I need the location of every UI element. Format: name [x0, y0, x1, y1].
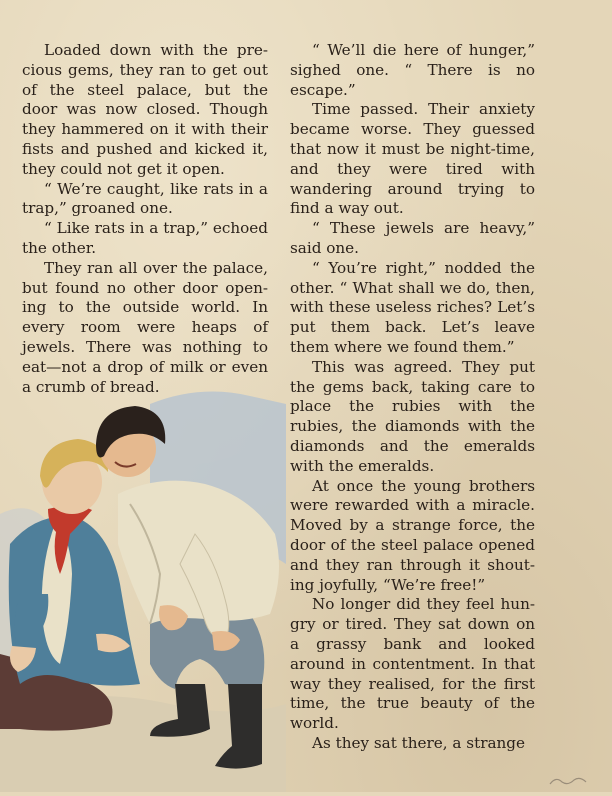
- paragraph: “ Like rats in a trap,” echoed the other.: [22, 219, 268, 257]
- paragraph: “ These jewels are heavy,” said one.: [290, 219, 535, 257]
- two-boys-crouching-illustration: [0, 384, 286, 792]
- paragraph: “ We’re caught, like rats in a trap,” groaned one.: [22, 179, 268, 218]
- text-column-left: [22, 41, 268, 397]
- text-column-right: [290, 41, 535, 754]
- illustration-svg: [0, 384, 286, 792]
- paragraph: As they sat there, a strange: [312, 733, 526, 752]
- paragraph: “ You’re right,” nodded the other. “ What shall we do, then, with these useless riches? Let’s put them back. Let’s leave them where we found them.”: [290, 258, 535, 356]
- blond-boy-figure: [0, 439, 140, 731]
- paragraph: Time passed. Their anxiety became worse. They guessed that now it must be night-time, and they were tired with wandering around trying to find a way out.: [290, 100, 535, 218]
- paragraph: Loaded down with the precious gems, they ran to get out of the steel palace, but the door was now closed. Though they hammered on it with their fists and pushed and kicked it, they could not get it open.: [22, 41, 268, 178]
- paragraph: No longer did they feel hungry or tired. They sat down on a grassy bank and looked around in contentment. In that way they realised, for the first time, the true beauty of the world.: [290, 595, 535, 733]
- corner-scribble: [548, 774, 588, 788]
- paragraph: This was agreed. They put the gems back, taking care to place the rubies with the rubies, the diamonds with the diamonds and the emeralds with the emeralds.: [290, 357, 535, 475]
- paragraph: At once the young brothers were rewarded with a miracle. Moved by a strange force, the door of the steel palace opened and they ran through it shouting joyfully, “We’re free!”: [290, 476, 535, 594]
- paragraph: “ We’ll die here of hunger,” sighed one. “ There is no escape.”: [290, 41, 535, 99]
- paragraph: They ran all over the palace, but found no other door opening to the outside world. In every room were heaps of jewels. There was nothing to eat—not a drop of milk or even a crumb of bread.: [22, 258, 268, 396]
